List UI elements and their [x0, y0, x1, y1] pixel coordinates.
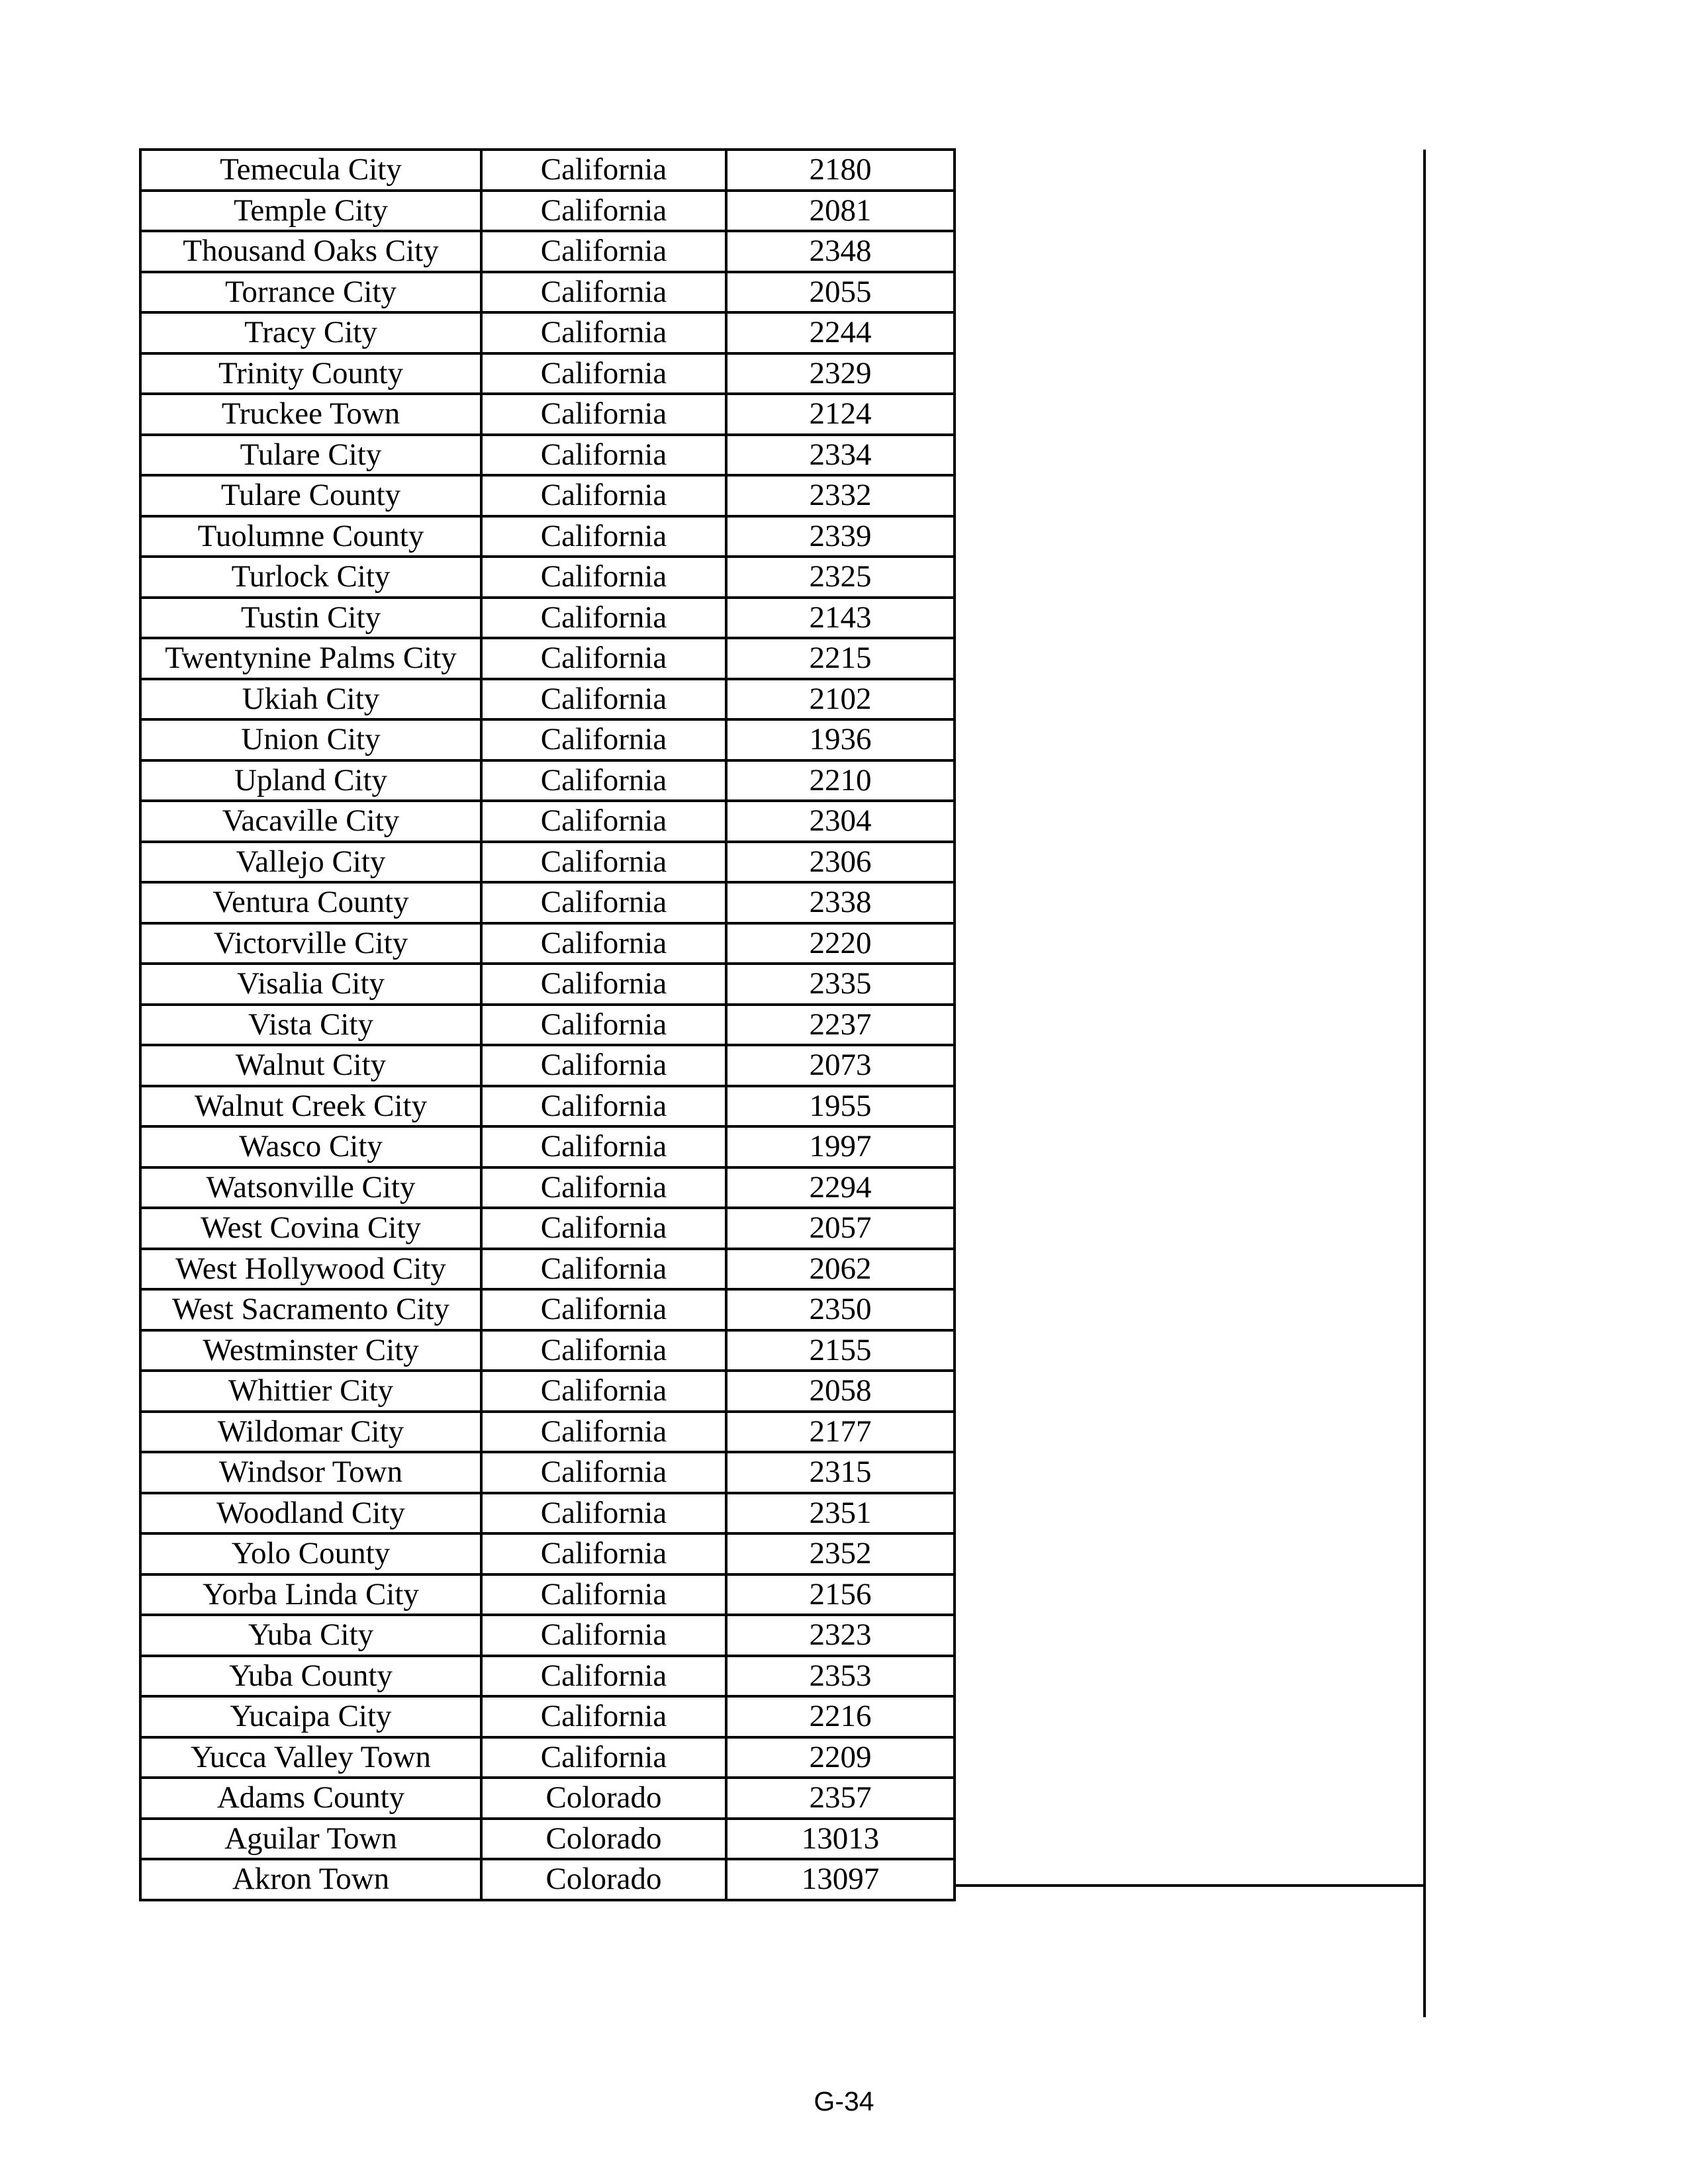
table-row — [140, 557, 955, 598]
state-cell: California — [481, 272, 726, 313]
code-cell: 2350 — [726, 1289, 955, 1330]
jurisdiction-name-cell: Upland City — [140, 760, 481, 801]
code-cell: 2220 — [726, 923, 955, 964]
code-cell: 2329 — [726, 353, 955, 394]
table-row — [140, 1452, 955, 1493]
code-cell: 2210 — [726, 760, 955, 801]
table-row — [140, 1819, 955, 1860]
code-cell: 1997 — [726, 1126, 955, 1167]
table-row — [140, 1493, 955, 1534]
jurisdiction-name-cell: Temecula City — [140, 150, 481, 191]
jurisdiction-name-cell: West Hollywood City — [140, 1249, 481, 1290]
state-cell: California — [481, 760, 726, 801]
table-row — [140, 312, 955, 353]
code-cell: 13013 — [726, 1819, 955, 1860]
table-row — [140, 353, 955, 394]
table-row — [140, 638, 955, 679]
jurisdiction-name-cell: Visalia City — [140, 964, 481, 1005]
table-row — [140, 394, 955, 435]
jurisdiction-name-cell: Yuba County — [140, 1656, 481, 1697]
code-cell: 2216 — [726, 1696, 955, 1737]
jurisdiction-name-cell: Victorville City — [140, 923, 481, 964]
jurisdiction-name-cell: Windsor Town — [140, 1452, 481, 1493]
code-cell: 2143 — [726, 598, 955, 639]
table-row — [140, 1533, 955, 1574]
code-cell: 2057 — [726, 1208, 955, 1249]
table-row — [140, 1615, 955, 1656]
jurisdiction-name-cell: Akron Town — [140, 1859, 481, 1900]
jurisdiction-name-cell: Tuolumne County — [140, 516, 481, 557]
right-border-line — [1423, 150, 1426, 2017]
state-cell: California — [481, 1167, 726, 1208]
jurisdiction-name-cell: Walnut Creek City — [140, 1086, 481, 1127]
page-number: G-34 — [814, 2086, 874, 2116]
code-cell: 2323 — [726, 1615, 955, 1656]
jurisdiction-name-cell: Wasco City — [140, 1126, 481, 1167]
state-cell: California — [481, 1656, 726, 1697]
jurisdiction-name-cell: Yolo County — [140, 1533, 481, 1574]
state-cell: California — [481, 435, 726, 476]
state-cell: California — [481, 719, 726, 760]
state-cell: California — [481, 191, 726, 232]
code-cell: 2081 — [726, 191, 955, 232]
code-cell: 2215 — [726, 638, 955, 679]
state-cell: California — [481, 1005, 726, 1046]
code-cell: 2325 — [726, 557, 955, 598]
code-cell: 1936 — [726, 719, 955, 760]
table-row — [140, 1412, 955, 1453]
jurisdiction-name-cell: Yuba City — [140, 1615, 481, 1656]
code-cell: 2244 — [726, 312, 955, 353]
section-divider-line — [953, 1884, 1426, 1887]
table-row — [140, 475, 955, 516]
table-row — [140, 1859, 955, 1900]
state-cell: California — [481, 1289, 726, 1330]
code-cell: 2334 — [726, 435, 955, 476]
code-cell: 2332 — [726, 475, 955, 516]
table-row — [140, 1289, 955, 1330]
state-cell: California — [481, 353, 726, 394]
state-cell: California — [481, 231, 726, 272]
state-cell: California — [481, 801, 726, 842]
table-row — [140, 1167, 955, 1208]
table-row — [140, 1778, 955, 1819]
jurisdiction-name-cell: Yucaipa City — [140, 1696, 481, 1737]
table-row — [140, 191, 955, 232]
code-cell: 2102 — [726, 679, 955, 720]
state-cell: California — [481, 1208, 726, 1249]
state-cell: California — [481, 1452, 726, 1493]
state-cell: California — [481, 1086, 726, 1127]
code-cell: 2351 — [726, 1493, 955, 1534]
state-cell: California — [481, 557, 726, 598]
state-cell: California — [481, 964, 726, 1005]
state-cell: California — [481, 475, 726, 516]
jurisdiction-name-cell: Truckee Town — [140, 394, 481, 435]
state-cell: California — [481, 638, 726, 679]
state-cell: Colorado — [481, 1778, 726, 1819]
table-row — [140, 1249, 955, 1290]
table-row — [140, 1126, 955, 1167]
code-cell: 2237 — [726, 1005, 955, 1046]
jurisdiction-name-cell: Woodland City — [140, 1493, 481, 1534]
code-cell: 2348 — [726, 231, 955, 272]
jurisdiction-name-cell: Ukiah City — [140, 679, 481, 720]
code-cell: 13097 — [726, 1859, 955, 1900]
table-row — [140, 1208, 955, 1249]
table-row — [140, 435, 955, 476]
table-row — [140, 1045, 955, 1086]
code-cell: 2294 — [726, 1167, 955, 1208]
code-cell: 2177 — [726, 1412, 955, 1453]
table-row — [140, 1330, 955, 1371]
state-cell: California — [481, 516, 726, 557]
jurisdiction-name-cell: West Sacramento City — [140, 1289, 481, 1330]
code-cell: 2124 — [726, 394, 955, 435]
table-row — [140, 1696, 955, 1737]
code-cell: 2058 — [726, 1371, 955, 1412]
code-cell: 2155 — [726, 1330, 955, 1371]
table-row — [140, 598, 955, 639]
state-cell: California — [481, 1249, 726, 1290]
code-cell: 2338 — [726, 882, 955, 923]
jurisdiction-name-cell: Tulare County — [140, 475, 481, 516]
code-cell: 2304 — [726, 801, 955, 842]
state-cell: Colorado — [481, 1819, 726, 1860]
code-cell: 2055 — [726, 272, 955, 313]
state-cell: California — [481, 842, 726, 883]
jurisdiction-name-cell: Wildomar City — [140, 1412, 481, 1453]
state-cell: Colorado — [481, 1859, 726, 1900]
table-row — [140, 1656, 955, 1697]
code-cell: 1955 — [726, 1086, 955, 1127]
table-row — [140, 231, 955, 272]
code-cell: 2156 — [726, 1574, 955, 1615]
jurisdiction-name-cell: Vista City — [140, 1005, 481, 1046]
table-row — [140, 801, 955, 842]
table-row — [140, 964, 955, 1005]
state-cell: California — [481, 1533, 726, 1574]
code-cell: 2073 — [726, 1045, 955, 1086]
table-row — [140, 1371, 955, 1412]
state-cell: California — [481, 1737, 726, 1778]
jurisdiction-name-cell: Yorba Linda City — [140, 1574, 481, 1615]
jurisdiction-name-cell: Union City — [140, 719, 481, 760]
state-cell: California — [481, 1371, 726, 1412]
jurisdiction-name-cell: Tulare City — [140, 435, 481, 476]
jurisdiction-name-cell: Torrance City — [140, 272, 481, 313]
table-row — [140, 923, 955, 964]
jurisdiction-name-cell: Walnut City — [140, 1045, 481, 1086]
code-cell: 2339 — [726, 516, 955, 557]
state-cell: California — [481, 1126, 726, 1167]
state-cell: California — [481, 312, 726, 353]
code-cell: 2352 — [726, 1533, 955, 1574]
state-cell: California — [481, 598, 726, 639]
jurisdiction-name-cell: Twentynine Palms City — [140, 638, 481, 679]
state-cell: California — [481, 150, 726, 191]
state-cell: California — [481, 1574, 726, 1615]
jurisdiction-name-cell: Aguilar Town — [140, 1819, 481, 1860]
state-cell: California — [481, 1615, 726, 1656]
state-cell: California — [481, 882, 726, 923]
table-row — [140, 516, 955, 557]
code-cell: 2353 — [726, 1656, 955, 1697]
jurisdiction-name-cell: Tustin City — [140, 598, 481, 639]
table-row — [140, 150, 955, 191]
state-cell: California — [481, 1493, 726, 1534]
state-cell: California — [481, 394, 726, 435]
code-cell: 2180 — [726, 150, 955, 191]
table-row — [140, 272, 955, 313]
jurisdiction-name-cell: Tracy City — [140, 312, 481, 353]
jurisdiction-name-cell: Temple City — [140, 191, 481, 232]
table-row — [140, 679, 955, 720]
jurisdiction-name-cell: Yucca Valley Town — [140, 1737, 481, 1778]
jurisdiction-table — [139, 148, 956, 1901]
jurisdiction-name-cell: Adams County — [140, 1778, 481, 1819]
state-cell: California — [481, 1045, 726, 1086]
code-cell: 2357 — [726, 1778, 955, 1819]
jurisdiction-name-cell: Trinity County — [140, 353, 481, 394]
jurisdiction-name-cell: Ventura County — [140, 882, 481, 923]
table-row — [140, 882, 955, 923]
code-cell: 2315 — [726, 1452, 955, 1493]
jurisdiction-name-cell: Westminster City — [140, 1330, 481, 1371]
table-row — [140, 760, 955, 801]
state-cell: California — [481, 1696, 726, 1737]
jurisdiction-name-cell: Thousand Oaks City — [140, 231, 481, 272]
state-cell: California — [481, 923, 726, 964]
code-cell: 2335 — [726, 964, 955, 1005]
jurisdiction-name-cell: West Covina City — [140, 1208, 481, 1249]
table-row — [140, 719, 955, 760]
jurisdiction-name-cell: Watsonville City — [140, 1167, 481, 1208]
state-cell: California — [481, 1412, 726, 1453]
code-cell: 2209 — [726, 1737, 955, 1778]
table-row — [140, 1005, 955, 1046]
jurisdiction-name-cell: Vacaville City — [140, 801, 481, 842]
state-cell: California — [481, 1330, 726, 1371]
table-row — [140, 842, 955, 883]
jurisdiction-name-cell: Vallejo City — [140, 842, 481, 883]
table-row — [140, 1086, 955, 1127]
table-row — [140, 1737, 955, 1778]
jurisdiction-name-cell: Turlock City — [140, 557, 481, 598]
state-cell: California — [481, 679, 726, 720]
jurisdiction-name-cell: Whittier City — [140, 1371, 481, 1412]
table-body — [140, 150, 955, 1900]
code-cell: 2306 — [726, 842, 955, 883]
table-row — [140, 1574, 955, 1615]
code-cell: 2062 — [726, 1249, 955, 1290]
